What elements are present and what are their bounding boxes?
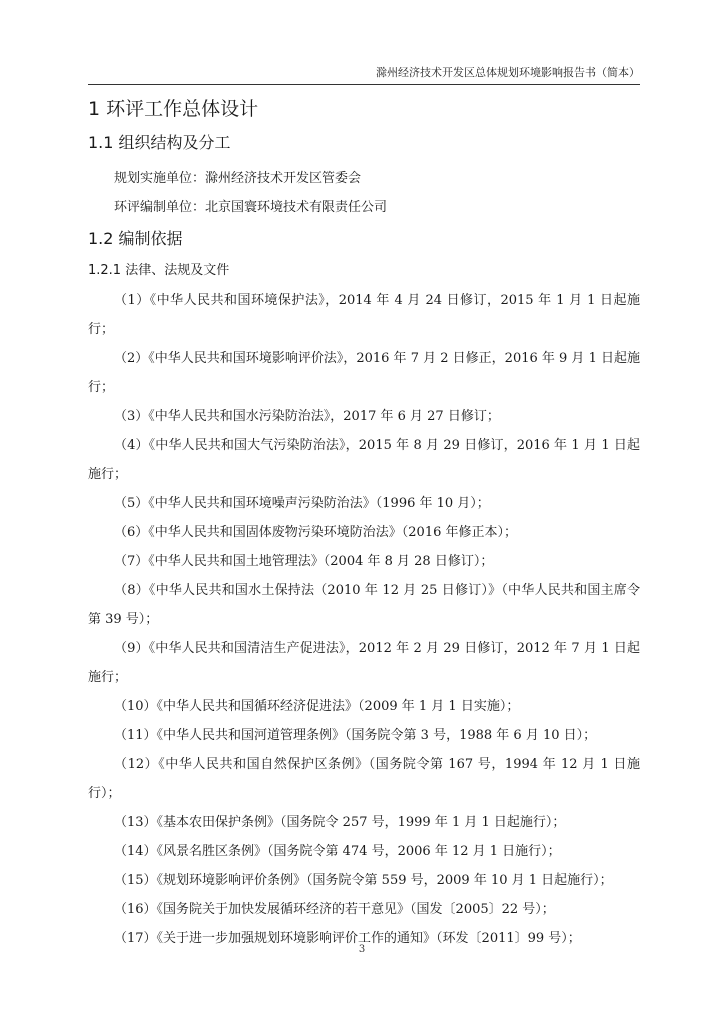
law-item-12: （12）《中华人民共和国自然保护区条例》（国务院令第 167 号，1994 年 12 月 1 日施行）； — [88, 757, 640, 801]
law-item-6: （6）《中华人民共和国固体废物污染环境防治法》（2016 年修正本）； — [114, 525, 517, 540]
eia-unit-line: 环评编制单位：北京国寰环境技术有限责任公司 — [114, 200, 388, 215]
law-item-3: （3）《中华人民共和国水污染防治法》，2017 年 6 月 27 日修订； — [114, 409, 500, 424]
law-item-14: （14）《风景名胜区条例》（国务院令第 474 号，2006 年 12 月 1 日施行）； — [114, 844, 561, 859]
law-item-2: （2）《中华人民共和国环境影响评价法》，2016 年 7 月 2 日修正，2016 年 9 月 1 日起施行； — [88, 351, 640, 395]
law-item-17: （17）《关于进一步加强规划环境影响评价工作的通知》（环发〔2011〕99 号）； — [114, 931, 581, 946]
law-item-13: （13）《基本农田保护条例》（国务院令 257 号，1999 年 1 月 1 日起施行）； — [114, 815, 566, 830]
law-item-11: （11）《中华人民共和国河道管理条例》（国务院令第 3 号，1988 年 6 月 10 日）； — [114, 728, 597, 743]
page-number: 3 — [358, 944, 366, 955]
section-1-2-1-heading: 1.2.1 法律、法规及文件 — [88, 263, 230, 278]
law-item-5: （5）《中华人民共和国环境噪声污染防治法》（1996 年 10 月）； — [114, 496, 490, 511]
law-item-15: （15）《规划环境影响评价条例》（国务院令第 559 号，2009 年 10 月 1 日起施行）； — [114, 873, 613, 888]
running-header: 滁州经济技术开发区总体规划环境影响报告书（简本） — [88, 64, 640, 85]
page-content — [88, 92, 640, 953]
law-item-9: （9）《中华人民共和国清洁生产促进法》，2012 年 2 月 29 日修订，2012 年 7 月 1 日起施行； — [88, 641, 640, 685]
section-1-2-heading: 1.2 编制依据 — [88, 229, 183, 248]
planning-unit-line: 规划实施单位：滁州经济技术开发区管委会 — [114, 171, 362, 186]
law-item-10: （10）《中华人民共和国循环经济促进法》（2009 年 1 月 1 日实施）； — [114, 699, 520, 714]
law-item-8: （8）《中华人民共和国水土保持法（2010 年 12 月 25 日修订）》（中华人民共和国主席令第 39 号）； — [88, 583, 640, 627]
law-item-16: （16）《国务院关于加快发展循环经济的若干意见》（国发〔2005〕22 号）； — [114, 902, 555, 917]
law-item-4: （4）《中华人民共和国大气污染防治法》，2015 年 8 月 29 日修订，2016 年 1 月 1 日起施行； — [88, 438, 640, 482]
law-item-1: （1）《中华人民共和国环境保护法》，2014 年 4 月 24 日修订，2015 年 1 月 1 日起施行； — [88, 293, 640, 337]
law-item-7: （7）《中华人民共和国土地管理法》（2004 年 8 月 28 日修订）； — [114, 554, 494, 569]
section-1-heading: 1 环评工作总体设计 — [88, 98, 259, 120]
section-1-1-heading: 1.1 组织结构及分工 — [88, 133, 231, 152]
